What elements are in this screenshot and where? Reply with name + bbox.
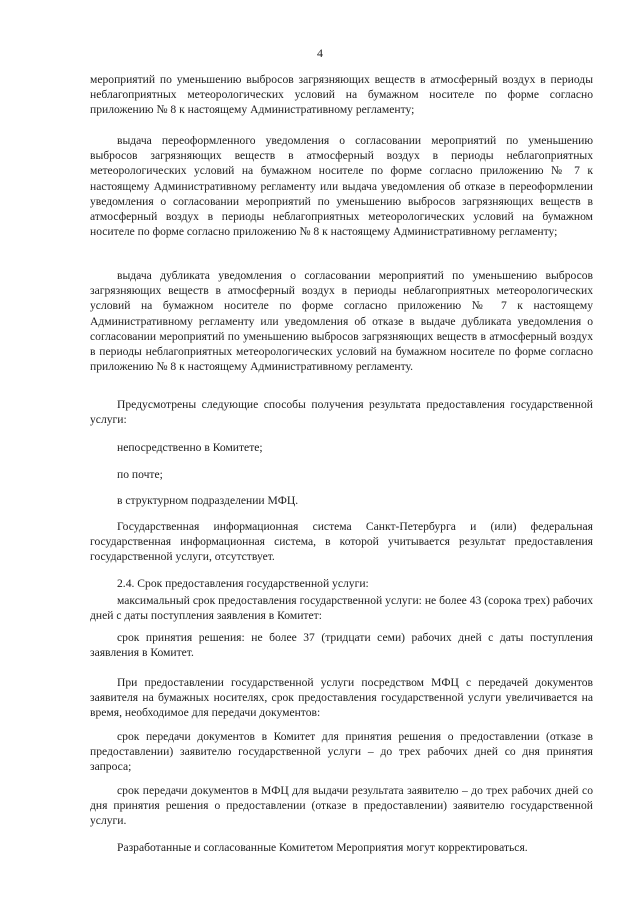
paragraph-continuation: мероприятий по уменьшению выбросов загрязняющих веществ в атмосферный воздух в периоды неблагоприятных метеорологических условий на бумажном носителе по форме согласно приложению № 8 к настоящему Административному регламенту; <box>90 73 593 117</box>
section-heading-2-4: 2.4. Срок предоставления государственной услуги: <box>117 577 369 590</box>
paragraph-reissued-notice: выдача переоформленного уведомления о согласовании мероприятий по уменьшению выбросов загрязняющих веществ в атмосферный воздух в периоды неблагоприятных метеорологических условий на бумажном носителе по форме согласно приложению № 7 к настоящему Административному регламенту или выдача уведомления об отказе в переоформлении уведомления о согласовании мероприятий по уменьшению выбросов загрязняющих веществ в атмосферный воздух в периоды неблагоприятных метеорологических условий на бумажном носителе по форме согласно приложению № 8 к настоящему Административному регламенту; <box>90 134 593 239</box>
paragraph-transfer-to-committee: срок передачи документов в Комитет для принятия решения о предоставлении (отказе в предоставлении) заявителю государственной услуги – до трех рабочих дней со дня принятия запроса; <box>90 730 593 774</box>
list-item-method-mfc: в структурном подразделении МФЦ. <box>117 494 299 507</box>
paragraph-information-system: Государственная информационная система Санкт-Петербурга и (или) федеральная государственная информационная система, в которой учитывается результат предоставления государственной услуги, отсутствует. <box>90 520 593 564</box>
page-number: 4 <box>317 46 323 60</box>
paragraph-adjustment: Разработанные и согласованные Комитетом Мероприятия могут корректироваться. <box>117 841 528 854</box>
paragraph-methods-intro: Предусмотрены следующие способы получения результата предоставления государственной услуги: <box>90 398 593 427</box>
list-item-method-mail: по почте; <box>117 468 163 481</box>
list-item-method-committee: непосредственно в Комитете; <box>117 441 263 454</box>
paragraph-duplicate-notice: выдача дубликата уведомления о согласовании мероприятий по уменьшению выбросов загрязняющих веществ в атмосферный воздух в периоды неблагоприятных метеорологических условий на бумажном носителе по форме согласно приложению № 7 к настоящему Административному регламенту или уведомления об отказе в выдаче дубликата уведомления о согласовании мероприятий по уменьшению выбросов загрязняющих веществ в атмосферный воздух в периоды неблагоприятных метеорологических условий на бумажном носителе по форме согласно приложению № 8 к настоящему Административному регламенту. <box>90 269 593 374</box>
paragraph-max-term: максимальный срок предоставления государственной услуги: не более 43 (сорока трех) рабочих дней с даты поступления заявления в Комитет: <box>90 594 593 623</box>
paragraph-transfer-to-mfc: срок передачи документов в МФЦ для выдачи результата заявителю – до трех рабочих дней со дня принятия решения о предоставлении (отказе в предоставлении) заявителю государственной услуги. <box>90 784 593 828</box>
paragraph-mfc-extension: При предоставлении государственной услуги посредством МФЦ с передачей документов заявителя на бумажных носителях, срок предоставления государственной услуги увеличивается на время, необходимое для передачи документов: <box>90 676 593 720</box>
paragraph-decision-term: срок принятия решения: не более 37 (тридцати семи) рабочих дней с даты поступления заявления в Комитет. <box>90 631 593 660</box>
